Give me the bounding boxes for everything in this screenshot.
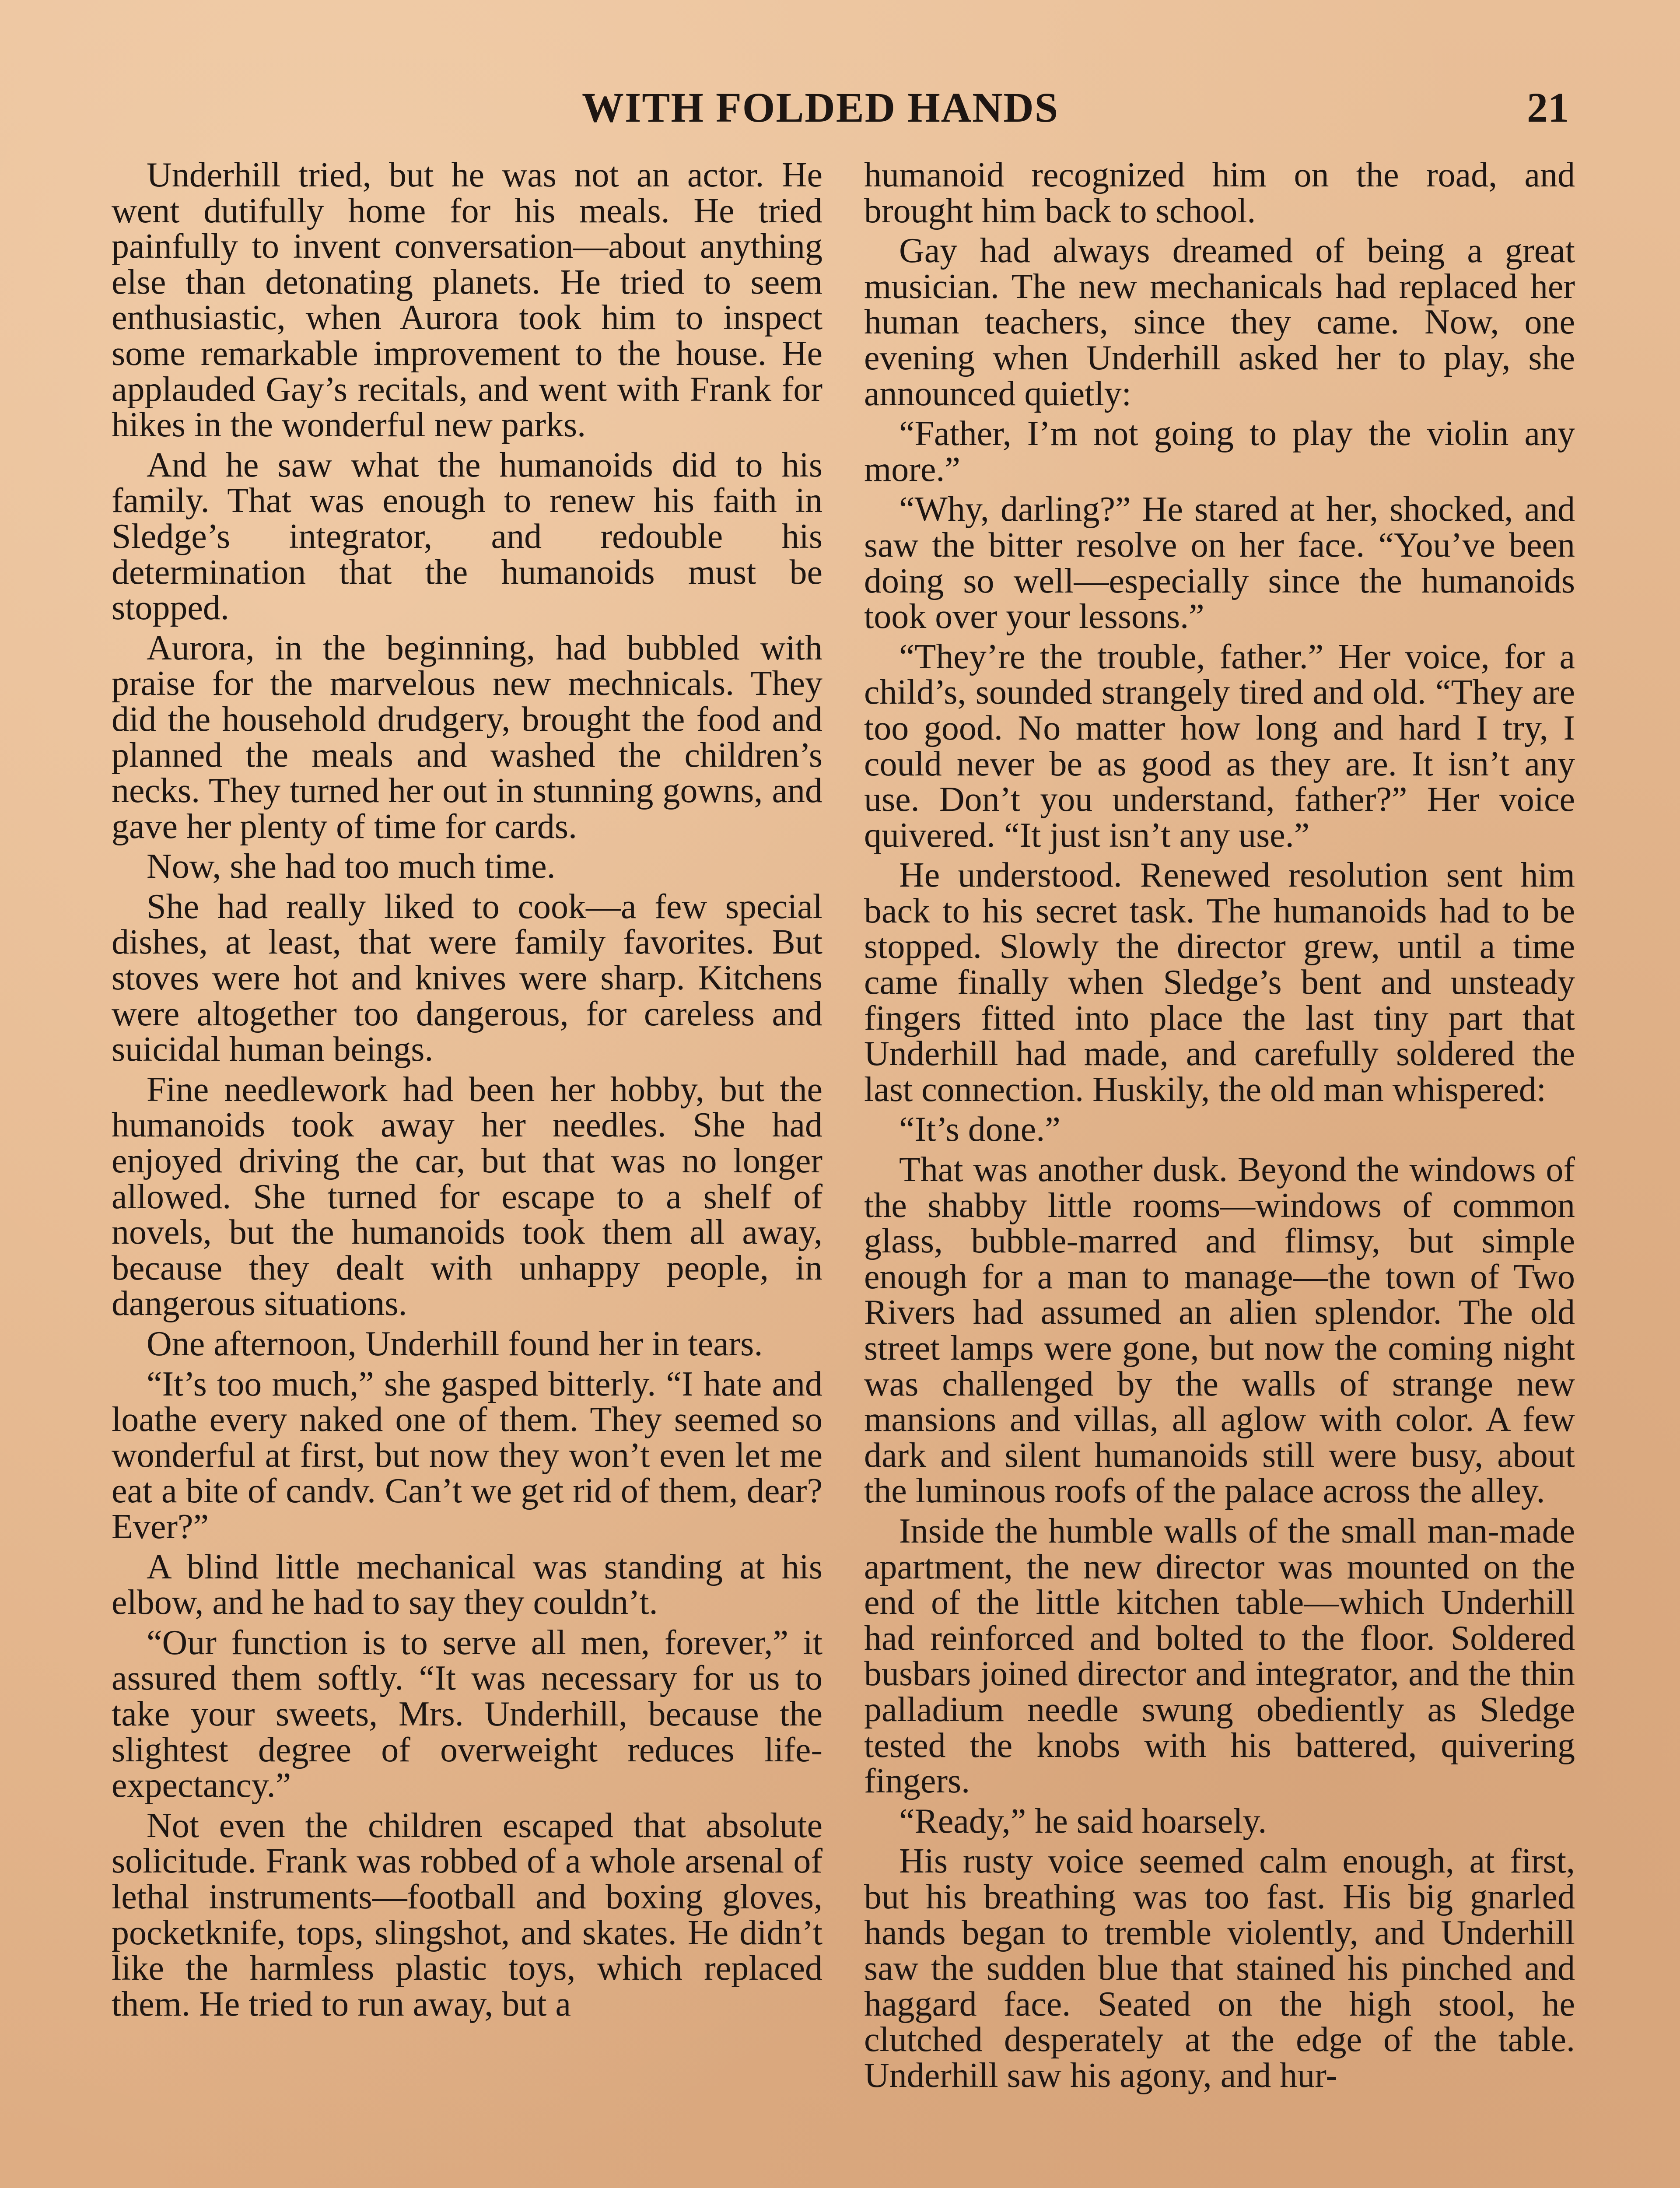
paragraph: She had really liked to cook—a few special dishes, at least, that were family favorites. But stoves were hot and knives were sharp. Kitchens were altogether too dangerous, for careless and suicidal human beings. <box>112 887 822 1069</box>
paragraph: “Our function is to serve all men, forever,” it assured them softly. “It was necessary for us to take your sweets, Mrs. Underhill, because the slightest degree of overweight reduces life-expectancy.” <box>112 1623 822 1805</box>
paragraph-continuation: humanoid recognized him on the road, and brought him back to school. <box>864 156 1575 230</box>
page-number: 21 <box>1527 84 1569 131</box>
paragraph: “It’s too much,” she gasped bitterly. “I hate and loathe every naked one of them. They seemed so wonderful at first, but now they won’t even let me eat a bite of candv. Can’t we get rid of them, dear? Ever?” <box>112 1364 822 1546</box>
paragraph: Underhill tried, but he was not an actor. He went dutifully home for his meals. He tried painfully to invent conversation—about anything else than detonating planets. He tried to seem enthusiastic, when Aurora took him to inspect some remarkable improvement to the house. He applauded Gay’s recitals, and went with Frank for hikes in the wonderful new parks. <box>112 156 822 445</box>
paragraph: Aurora, in the beginning, had bubbled with praise for the marvelous new mechnicals. They did the household drudgery, brought the food and planned the meals and washed the children’s necks. They turned her out in stunning gowns, and gave her plenty of time for cards. <box>112 628 822 846</box>
paragraph: Not even the children escaped that absolute solicitude. Frank was robbed of a whole arsenal of lethal instruments—football and boxing gloves, pocketknife, tops, slingshot, and skates. He didn’t like the harmless plastic toys, which replaced them. He tried to run away, but a <box>112 1806 822 2023</box>
paragraph: He understood. Renewed resolution sent him back to his secret task. The humanoids had to be stopped. Slowly the director grew, until a time came finally when Sledge’s bent and unsteady fingers fitted into place the last tiny part that Underhill had made, and carefully soldered the last connection. Huskily, the old man whispered: <box>864 856 1575 1109</box>
left-column <box>112 158 822 2027</box>
paragraph: Fine needlework had been her hobby, but the humanoids took away her needles. She had enjoyed driving the car, but that was no longer allowed. She turned for escape to a shelf of novels, but the humanoids took them all away, because they dealt with unhappy people, in dangerous situations. <box>112 1070 822 1323</box>
paragraph: Now, she had too much time. <box>147 847 556 886</box>
paragraph: Gay had always dreamed of being a great musician. The new mechanicals had replaced her human teachers, since they came. Now, one evening when Underhill asked her to play, she announced quietly: <box>864 231 1575 413</box>
paragraph: A blind little mechanical was standing at his elbow, and he had to say they couldn’t. <box>112 1547 822 1622</box>
paragraph: “Father, I’m not going to play the violin any more.” <box>864 414 1575 489</box>
paragraph: One afternoon, Underhill found her in tears. <box>147 1325 763 1363</box>
paragraph: That was another dusk. Beyond the windows of the shabby little rooms—windows of common glass, bubble-marred and flimsy, but simple enough for a man to manage—the town of Two Rivers had assumed an alien splendor. The old street lamps were gone, but now the coming night was challenged by the walls of strange new mansions and villas, all aglow with color. A few dark and silent humanoids still were busy, about the luminous roofs of the palace across the alley. <box>864 1150 1575 1511</box>
paragraph: “It’s done.” <box>899 1110 1060 1149</box>
paragraph: “Why, darling?” He stared at her, shocked, and saw the bitter resolve on her face. “You’ve been doing so well—especially since the humanoids took over your lessons.” <box>864 490 1575 636</box>
paragraph: And he saw what the humanoids did to his family. That was enough to renew his faith in Sledge’s integrator, and redouble his determination that the humanoids must be stopped. <box>112 445 822 628</box>
paragraph: Inside the humble walls of the small man-made apartment, the new director was mounted on the end of the little kitchen table—which Underhill had reinforced and bolted to the floor. Soldered busbars joined director and integrator, and the thin palladium needle swung obediently as Sledge tested the knobs with his battered, quivering fingers. <box>864 1511 1575 1801</box>
right-column <box>864 158 1575 2098</box>
paragraph: “They’re the trouble, father.” Her voice, for a child’s, sounded strangely tired and old. “They are too good. No matter how long and hard I try, I could never be as good as they are. It isn’t any use. Don’t you understand, father?” Her voice quivered. “It just isn’t any use.” <box>864 637 1575 855</box>
paragraph: His rusty voice seemed calm enough, at first, but his breathing was too fast. His big gnarled hands began to tremble violently, and Underhill saw the sudden blue that stained his pinched and haggard face. Seated on the high stool, he clutched desperately at the edge of the table. Underhill saw his agony, and hur- <box>864 1842 1575 2095</box>
paragraph: “Ready,” he said hoarsely. <box>899 1802 1267 1841</box>
running-head-title: WITH FOLDED HANDS <box>582 84 1059 131</box>
